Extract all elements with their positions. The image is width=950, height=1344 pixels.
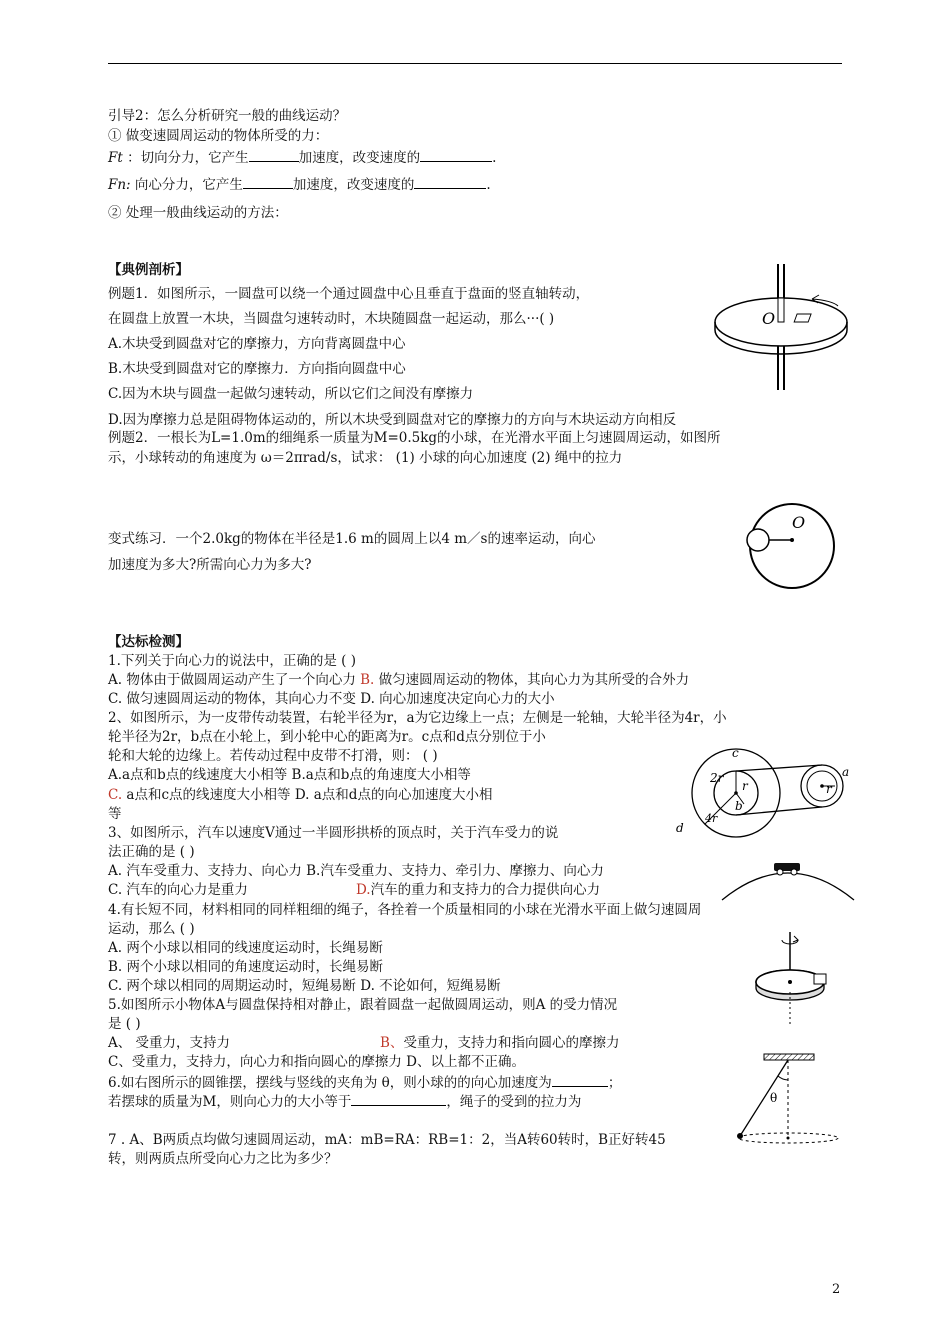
q3-line1: 3、如图所示，汽车以速度V通过一半圆形拱桥的顶点时，关于汽车受力的说 — [108, 825, 559, 841]
blank-field[interactable] — [351, 1092, 446, 1106]
ft-symbol: Ft — [108, 150, 123, 166]
circular-motion-figure — [740, 500, 840, 596]
header-rule — [108, 63, 842, 64]
variation-line1: 变式练习．一个2.0kg的物体在半径是1.6 m的圆周上以4 m／s的速率运动，向心 — [108, 531, 596, 547]
q1: 1.下列关于向心力的说法中，正确的是 ( ) — [108, 653, 356, 669]
fn-line: Fn: 向心分力，它产生 加速度，改变速度的 . — [108, 177, 491, 193]
belt-drive-figure — [672, 738, 850, 838]
svg-text:r: r — [742, 779, 748, 793]
q4-line1: 4.有长短不同，材料相同的同样粗细的绳子，各拴着一个质量相同的小球在光滑水平面上做匀速圆周 — [108, 902, 702, 918]
ft-line: Ft ：切向分力，它产生 加速度，改变速度的 . — [108, 150, 497, 166]
fn-symbol: Fn: — [108, 177, 131, 193]
ex1-line1: 例题1．如图所示，一圆盘可以绕一个通过圆盘中心且垂直于盘面的竖直轴转动， — [108, 286, 590, 302]
q7-line1: 7 . A、B两质点均做匀速圆周运动，mA：mB=RA：RB=1：2，当A转60转时，B正好转45 — [108, 1132, 666, 1148]
svg-text:a: a — [842, 765, 850, 779]
blank-field[interactable] — [552, 1073, 608, 1087]
blank-field[interactable] — [420, 148, 492, 162]
q3-options-cd: C. 汽车的向心力是重力 D.汽车的重力和支持力的合力提供向心力 — [108, 882, 601, 898]
q5-line2: 是 ( ) — [108, 1016, 141, 1032]
disk-center-label: O — [762, 309, 776, 328]
q4-line2: 运动，那么 ( ) — [108, 921, 195, 937]
q3-options-ab: A. 汽车受重力、支持力、向心力 B.汽车受重力、支持力、牵引力、摩擦力、向心力 — [108, 863, 604, 879]
variation-line2: 加速度为多大?所需向心力为多大? — [108, 557, 312, 573]
svg-text:4r: 4r — [705, 812, 718, 825]
q5-line1: 5.如图所示小物体A与圆盘保持相对静止，跟着圆盘一起做圆周运动，则A 的受力情况 — [108, 997, 618, 1013]
q1-options-ab: A. 物体由于做圆周运动产生了一个向心力 B. 做匀速圆周运动的物体，其向心力为其所受的合外力 — [108, 672, 690, 688]
q6-line1: 6.如右图所示的圆锥摆，摆线与竖线的夹角为 θ，则小球的的向心加速度为 ； — [108, 1075, 622, 1091]
q7-line2: 转，则两质点所受向心力之比为多少？ — [108, 1151, 338, 1167]
ex1-option-b: B.木块受到圆盘对它的摩擦力．方向指向圆盘中心 — [108, 361, 406, 377]
q2-line3: 轮和大轮的边缘上。若传动过程中皮带不打滑，则： ( ) — [108, 748, 438, 764]
svg-text:r: r — [826, 782, 832, 796]
angle-theta-label: θ — [770, 1091, 778, 1105]
q5-options-ab: A、 受重力，支持力 B、受重力，支持力和指向圆心的摩擦力 — [108, 1035, 620, 1051]
svg-text:b: b — [735, 799, 743, 813]
ex2-line1: 例题2．一根长为L=1.0m的细绳系一质量为M=0.5kg的小球，在光滑水平面上匀速圆周运动，如图所 — [108, 430, 721, 446]
blank-field[interactable] — [243, 175, 293, 189]
blank-field[interactable] — [414, 175, 486, 189]
q2-tail: 等 — [108, 806, 122, 822]
q4-options-cd: C. 两个球以相同的周期运动时，短绳易断 D. 不论如何，短绳易断 — [108, 978, 501, 994]
svg-text:c: c — [732, 746, 739, 760]
ex1-option-a: A.木块受到圆盘对它的摩擦力，方向背离圆盘中心 — [108, 336, 406, 352]
svg-text:2r: 2r — [710, 771, 724, 785]
q5-options-cd: C、受重力，支持力，向心力和指向圆心的摩擦力 D、以上都不正确。 — [108, 1054, 525, 1070]
q1-options-cd: C. 做匀速圆周运动的物体，其向心力不变 D. 向心加速度决定向心力的大小 — [108, 691, 555, 707]
q3-line2: 法正确的是 ( ) — [108, 844, 195, 860]
ex1-line2: 在圆盘上放置一木块，当圆盘匀速转动时，木块随圆盘一起运动，那么···( ) — [108, 311, 555, 327]
guide2-item2: ② 处理一般曲线运动的方法： — [108, 205, 288, 221]
rotating-disk-figure — [708, 262, 858, 394]
ex1-option-c: C.因为木块与圆盘一起做匀速转动，所以它们之间没有摩擦力 — [108, 386, 474, 402]
q4-option-b: B. 两个小球以相同的角速度运动时，长绳易断 — [108, 959, 384, 975]
q2-line1: 2、如图所示，为一皮带传动装置，右轮半径为r，a为它边缘上一点；左侧是一轮轴，大轮半径为4r，小 — [108, 710, 727, 726]
q2-line2: 轮半径为2r，b点在小轮上，到小轮中心的距离为r。c点和d点分别位于小 — [108, 729, 546, 745]
examples-heading: 【典例剖析】 — [108, 262, 189, 278]
q6-line2: 若摆球的质量为M，则向心力的大小等于 ，绳子的受到的拉力为 — [108, 1094, 582, 1110]
circle-center-label: O — [792, 513, 806, 532]
conical-pendulum-figure — [728, 1050, 848, 1146]
guide2-item1: ① 做变速圆周运动的物体所受的力： — [108, 128, 329, 144]
q4-option-a: A. 两个小球以相同的线速度运动时，长绳易断 — [108, 940, 383, 956]
svg-text:d: d — [676, 821, 684, 835]
ex1-option-d: D.因为摩擦力总是阻碍物体运动的，所以木块受到圆盘对它的摩擦力的方向与木块运动方向相反 — [108, 412, 677, 428]
blank-field[interactable] — [249, 148, 299, 162]
ex2-line2: 示，小球转动的角速度为 ω＝2πrad/s，试求： (1) 小球的向心加速度 (2) 绳中的拉力 — [108, 450, 623, 466]
q2-options-cd: C. a点和c点的线速度大小相等 D. a点和d点的向心加速度大小相 — [108, 787, 493, 803]
test-heading: 【达标检测】 — [108, 634, 189, 650]
page-number: 2 — [832, 1282, 841, 1297]
guide2-title: 引导2：怎么分析研究一般的曲线运动？ — [108, 108, 347, 124]
arch-bridge-figure — [718, 852, 858, 902]
q2-options-ab: A.a点和b点的线速度大小相等 B.a点和b点的角速度大小相等 — [108, 767, 471, 783]
rotating-platform-figure — [750, 930, 840, 1028]
